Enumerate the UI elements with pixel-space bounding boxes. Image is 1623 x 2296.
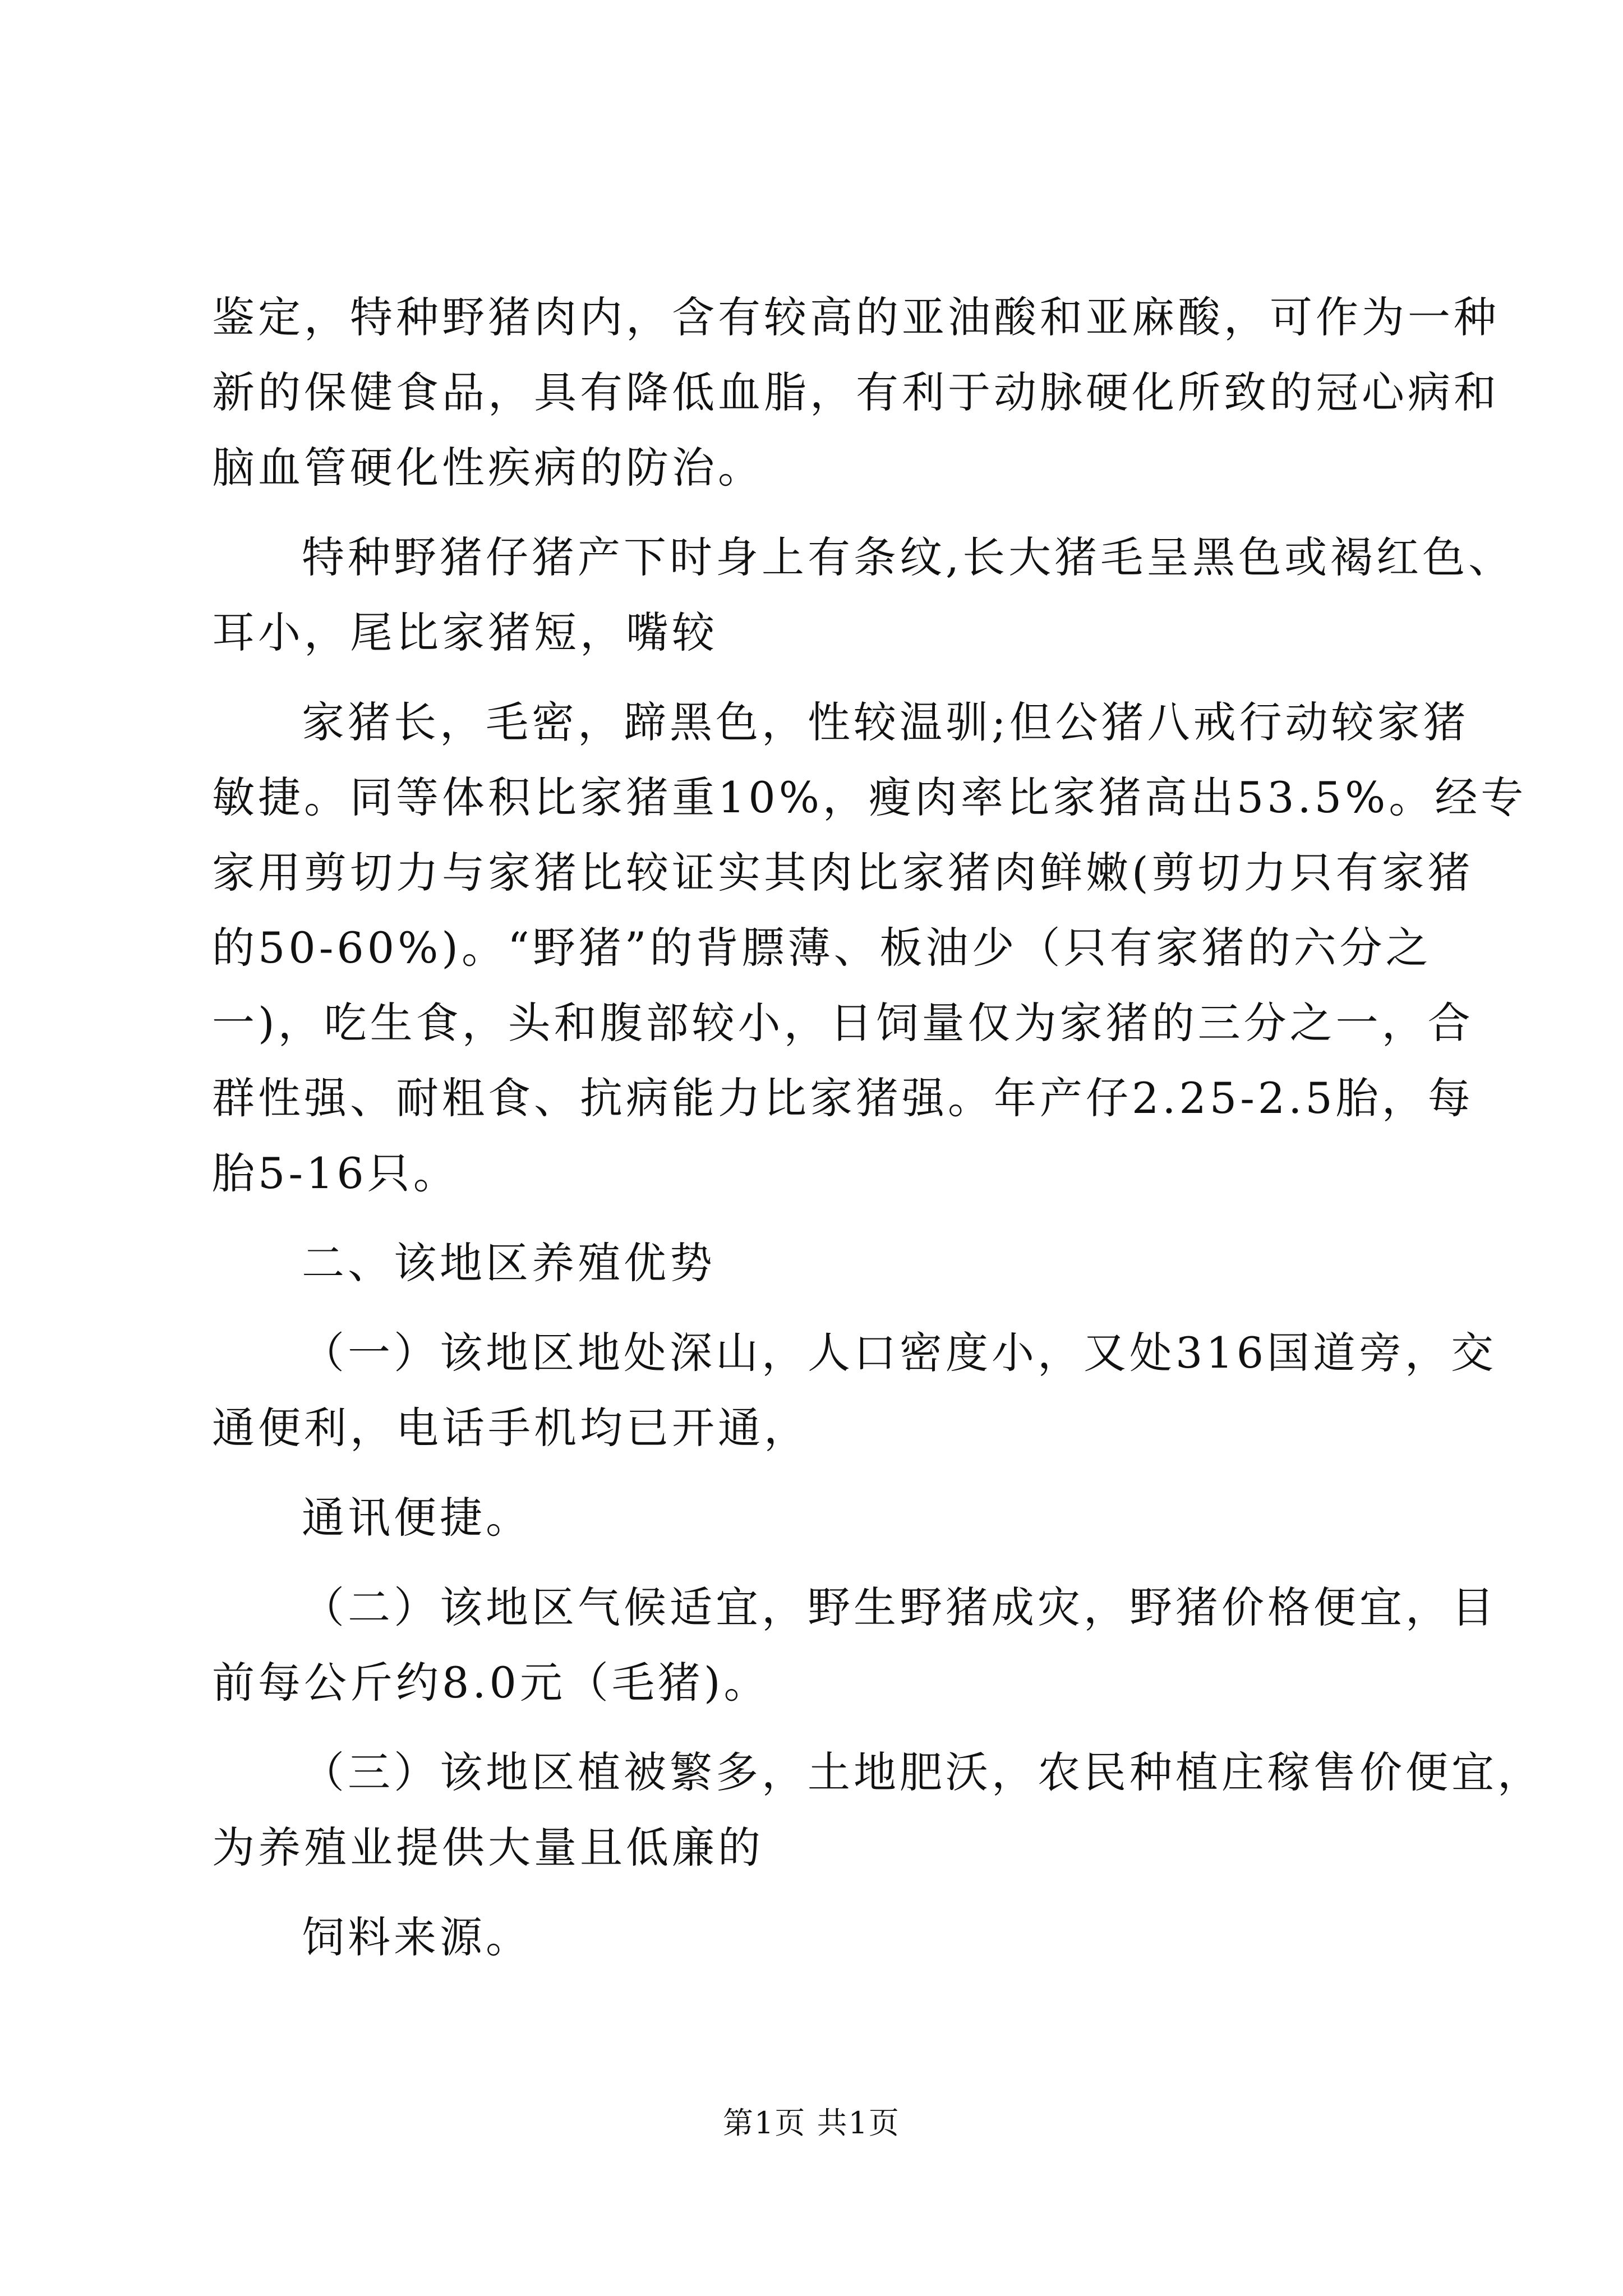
text-line: 耳小，尾比家猪短，嘴较 (212, 608, 718, 657)
text-line: 胎5-16只。 (212, 1148, 459, 1198)
text-line: 一)，吃生食，头和腹部较小，日饲量仅为家猪的三分之一，合 (212, 998, 1474, 1048)
paragraph-line: 饲料来源。 (302, 1912, 532, 1962)
paragraph-line: （一）该地区地处深山，人口密度小，又处316国道旁，交 (302, 1328, 1497, 1378)
paragraph-line: 家猪长，毛密，蹄黑色，性较温驯;但公猪八戒行动较家猪 (302, 697, 1469, 747)
text-line: 新的保健食品，具有降低血脂，有利于动脉硬化所致的冠心病和 (212, 367, 1500, 417)
paragraph-line: （二）该地区气候适宜，野生野猪成灾，野猪价格便宜，目 (302, 1582, 1497, 1632)
text-line: 脑血管硬化性疾病的防治。 (212, 443, 764, 493)
text-line: 的50-60%)。“野猪”的背膘薄、板油少（只有家猪的六分之 (212, 923, 1432, 973)
text-line: 家用剪切力与家猪比较证实其肉比家猪肉鲜嫩(剪切力只有家猪 (212, 848, 1474, 898)
text-line: 通便利，电话手机均已开通， (212, 1403, 810, 1453)
text-line: 群性强、耐粗食、抗病能力比家猪强。年产仔2.25-2.5胎，每 (212, 1073, 1474, 1123)
text-line: 为养殖业提供大量且低廉的 (212, 1823, 764, 1872)
text-line: 敏捷。同等体积比家猪重10%，瘦肉率比家猪高出53.5%。经专 (212, 772, 1527, 822)
paragraph-line: 特种野猪仔猪产下时身上有条纹,长大猪毛呈黑色或褐红色、 (302, 532, 1515, 582)
section-heading: 二、该地区养殖优势 (302, 1238, 716, 1288)
paragraph-line: （三）该地区植被繁多，土地肥沃，农民种植庄稼售价便宜， (302, 1747, 1543, 1797)
text-line: 鉴定，特种野猪肉内，含有较高的亚油酸和亚麻酸，可作为一种 (212, 292, 1500, 342)
text-line: 前每公斤约8.0元（毛猪)。 (212, 1658, 770, 1708)
page-footer: 第1页 共1页 (723, 2105, 900, 2141)
paragraph-line: 通讯便捷。 (302, 1493, 532, 1543)
